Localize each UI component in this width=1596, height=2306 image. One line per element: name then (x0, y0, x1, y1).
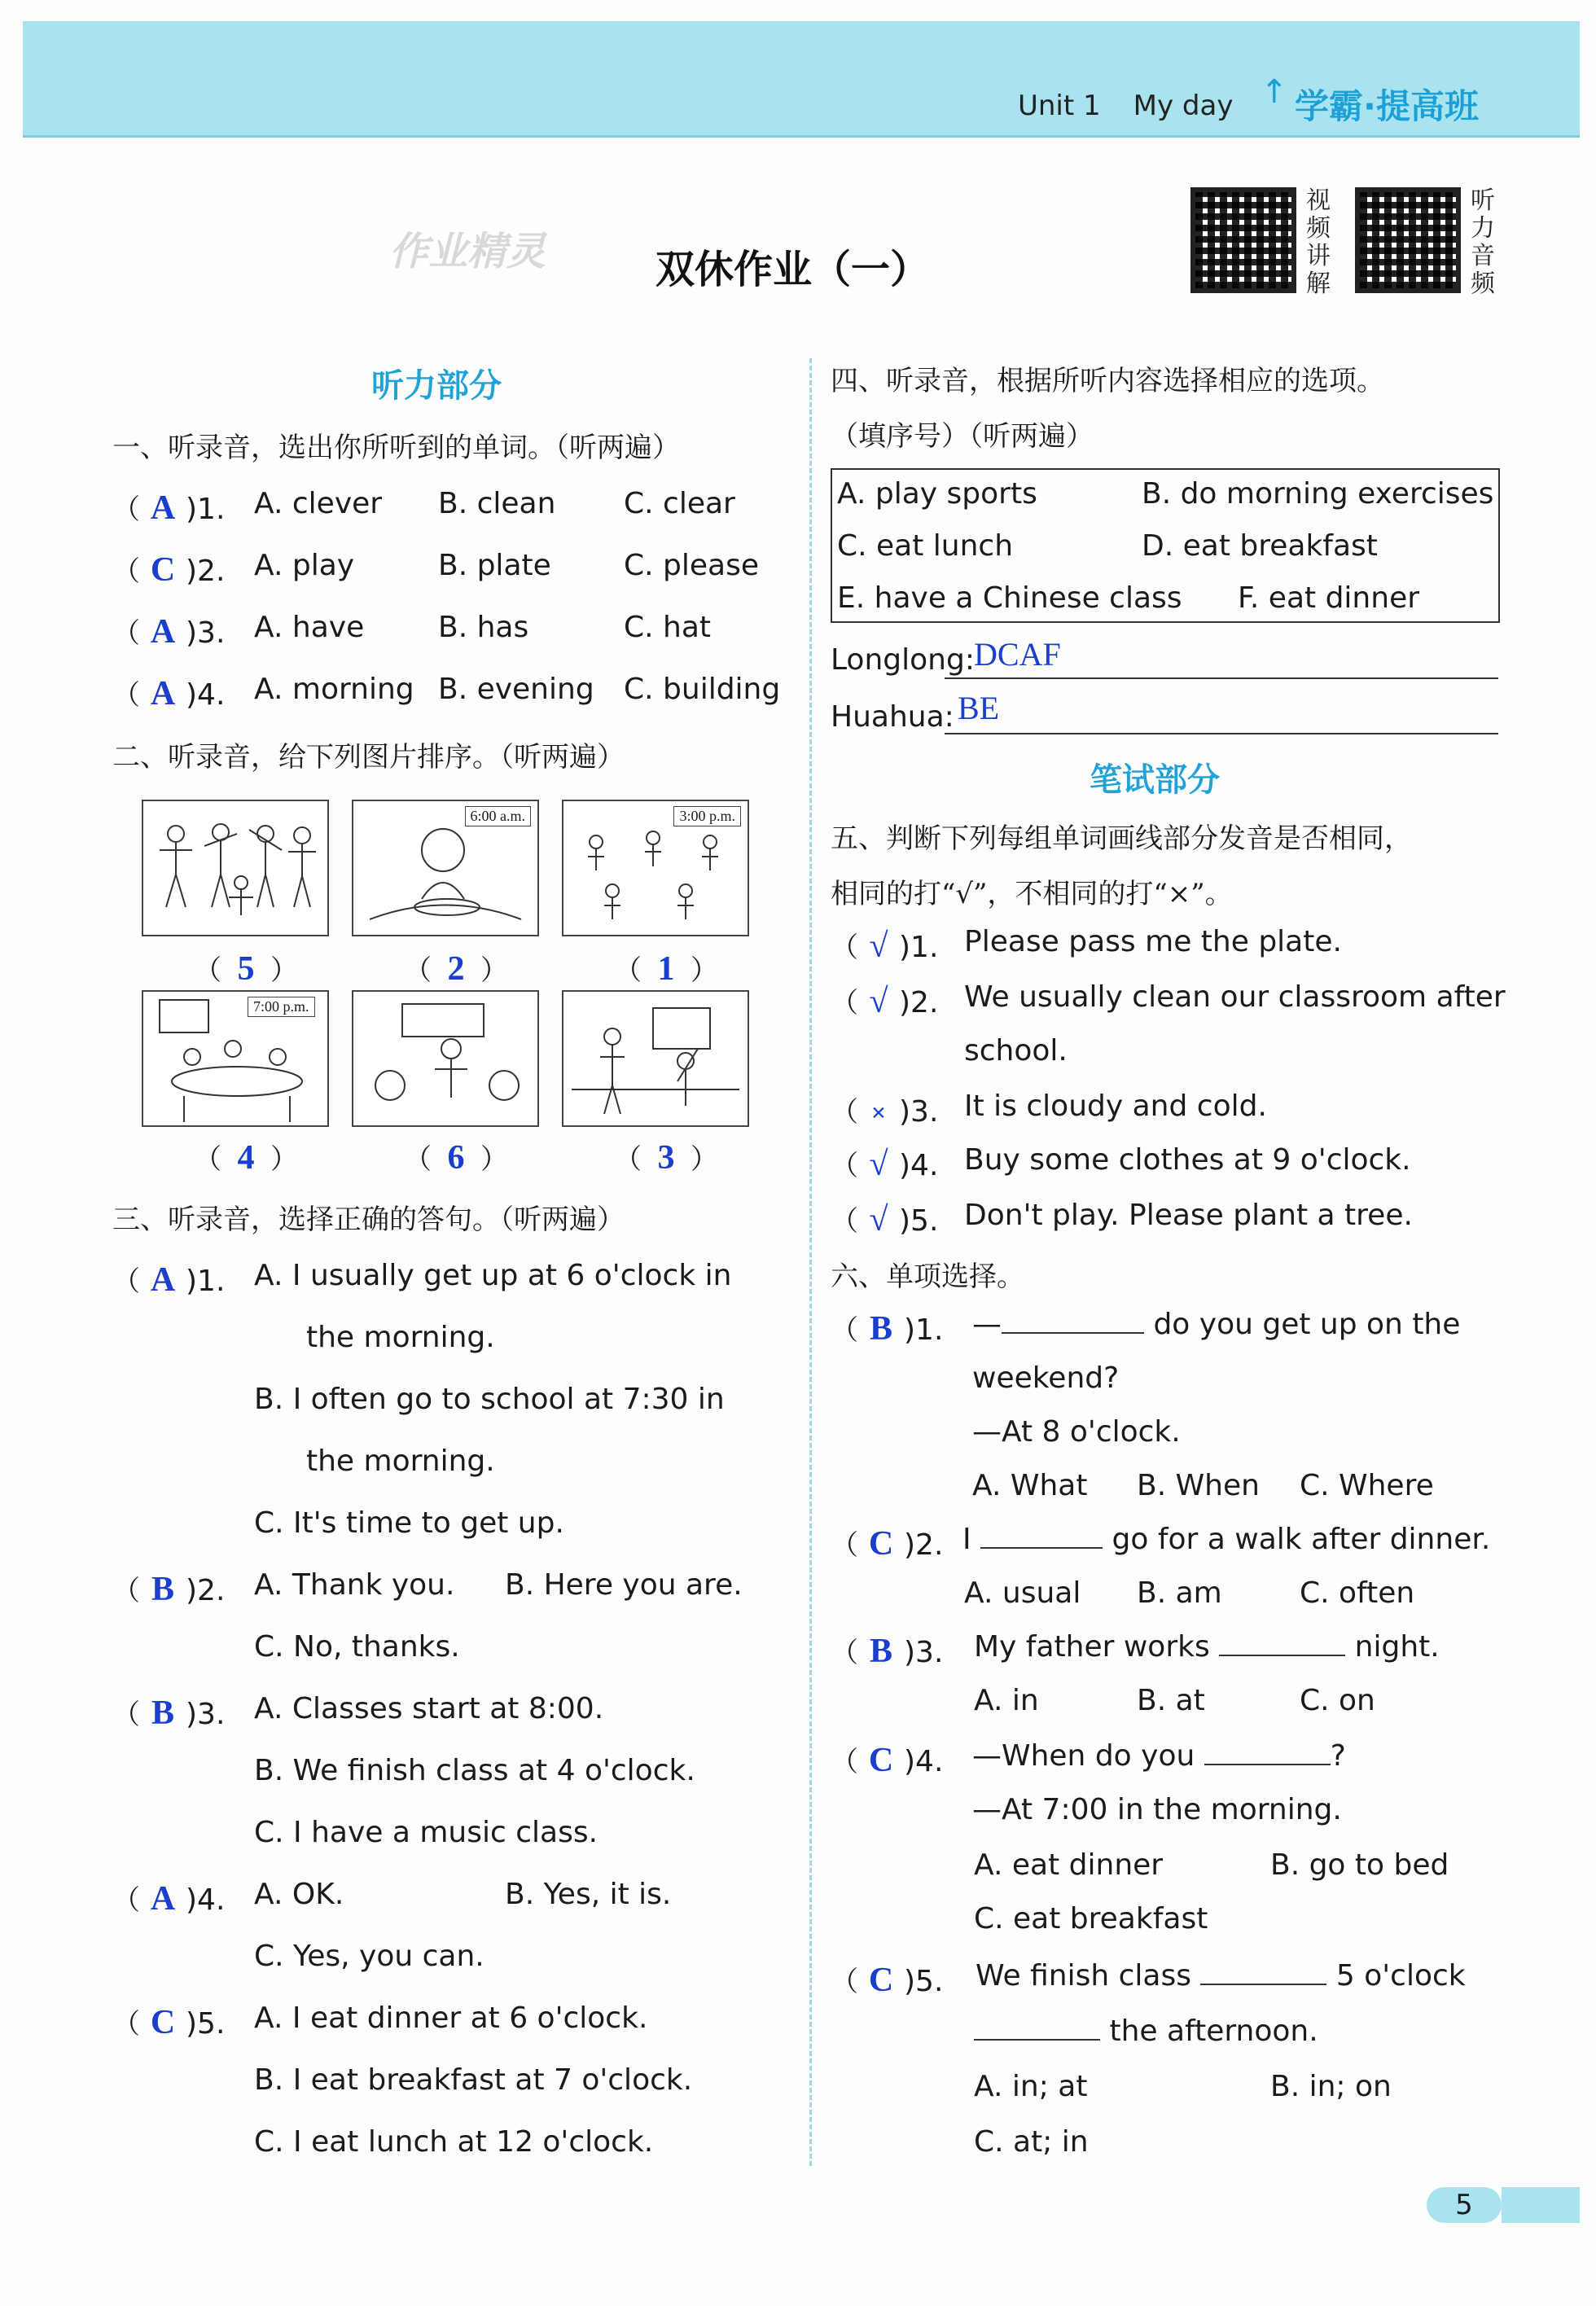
option-b: B. do morning exercises (1142, 477, 1494, 511)
item-text: We usually clean our classroom after (964, 980, 1506, 1014)
question: （ C )5. (112, 2004, 226, 2041)
huahua-answer-field[interactable]: BE (945, 689, 1498, 734)
picture-order: （ 4 ） (194, 1139, 298, 1177)
list-item: （ √ )2. (831, 983, 939, 1020)
option-c: C. Yes, you can. (254, 1940, 484, 1973)
option-b: B. go to bed (1270, 1848, 1449, 1882)
option-c: C. eat breakfast (974, 1902, 1208, 1936)
list-item: （ A )3. (112, 613, 226, 651)
option-a-cont: the morning. (306, 1321, 495, 1354)
picture-order: （ 3 ） (614, 1139, 718, 1177)
huahua-label: Huahua: (831, 700, 954, 734)
question: （ A )4. (112, 1880, 226, 1918)
option-c: C. eat lunch (837, 529, 1014, 563)
option-c: C. No, thanks. (254, 1630, 460, 1664)
header-divider (23, 135, 1580, 138)
sec1-title: 一、听录音，选出你所听到的单词。（听两遍） (112, 432, 680, 464)
option-a: A. have (254, 611, 365, 644)
sec4-subtitle: （填序号）（听两遍） (831, 420, 1094, 453)
option-a: A. play (254, 549, 355, 582)
sec3-title: 三、听录音，选择正确的答句。（听两遍） (112, 1203, 625, 1236)
picture-dinner: 7:00 p.m. (142, 990, 329, 1127)
item-text-cont: school. (964, 1034, 1068, 1068)
watermark: 作业精灵 (389, 229, 546, 274)
option-a: A. I eat dinner at 6 o'clock. (254, 2001, 648, 2035)
list-item: （ √ )4. (831, 1146, 939, 1183)
option-b-cont: the morning. (306, 1445, 495, 1478)
item-text: Please pass me the plate. (964, 925, 1342, 958)
option-b: B. Yes, it is. (505, 1878, 672, 1911)
question: （ B )3. (112, 1694, 226, 1732)
arrow-up-icon: ↑ (1261, 73, 1288, 111)
option-b: B. am (1137, 1576, 1222, 1610)
option-a: A. play sports (837, 477, 1037, 511)
list-item: （ A )4. (112, 675, 226, 712)
answer-text: —At 7:00 in the morning. (972, 1793, 1342, 1826)
option-a: A. clever (254, 487, 383, 520)
option-c: C. I eat lunch at 12 o'clock. (254, 2125, 654, 2159)
option-c: C. please (624, 549, 759, 582)
option-c: C. on (1300, 1684, 1375, 1717)
picture-order: （ 1 ） (614, 950, 718, 988)
option-c: C. It's time to get up. (254, 1506, 564, 1540)
sec5-title-cont: 相同的打“√”，不相同的打“×”。 (831, 878, 1233, 910)
option-c: C. Where (1300, 1469, 1434, 1502)
picture-school (562, 990, 749, 1127)
question: （ B )2. (112, 1571, 226, 1608)
option-a: A. I usually get up at 6 o'clock in (254, 1259, 732, 1292)
picture-order: （ 2 ） (404, 950, 508, 988)
option-a: A. OK. (254, 1878, 344, 1911)
picture-order: （ 6 ） (404, 1139, 508, 1177)
footer-band (1502, 2187, 1580, 2223)
option-a: A. usual (964, 1576, 1081, 1610)
writing-heading: 笔试部分 (1090, 761, 1220, 799)
list-item: （ √ )5. (831, 1201, 939, 1238)
question-text: We finish class 5 o'clock (976, 1959, 1466, 1993)
longlong-answer-field[interactable]: DCAF (945, 635, 1498, 679)
option-c: C. building (624, 673, 781, 706)
qr-code-audio-icon[interactable] (1355, 187, 1461, 293)
picture-playing: 3:00 p.m. (562, 800, 749, 936)
option-a: A. Classes start at 8:00. (254, 1692, 604, 1725)
option-f: F. eat dinner (1238, 581, 1420, 615)
option-c: C. at; in (974, 2125, 1089, 2159)
option-a: A. in (974, 1684, 1039, 1717)
question-text: — do you get up on the (972, 1308, 1461, 1341)
question-text: I go for a walk after dinner. (962, 1523, 1491, 1556)
brand-logo: 学霸·提高班 (1295, 86, 1479, 126)
option-c: C. I have a music class. (254, 1816, 598, 1849)
column-divider (809, 358, 812, 2166)
sec4-title: 四、听录音，根据所听内容选择相应的选项。 (831, 365, 1384, 397)
option-b: B. has (438, 611, 529, 644)
page-number: 5 (1427, 2187, 1502, 2223)
item-text: Buy some clothes at 9 o'clock. (964, 1143, 1411, 1177)
option-c: C. clear (624, 487, 735, 520)
option-b: B. When (1137, 1469, 1260, 1502)
option-b: B. I eat breakfast at 7 o'clock. (254, 2063, 693, 2097)
option-b: B. at (1137, 1684, 1205, 1717)
question: （ B )1. (831, 1310, 944, 1348)
item-text: It is cloudy and cold. (964, 1089, 1267, 1123)
option-a: A. eat dinner (974, 1848, 1164, 1882)
option-e: E. have a Chinese class (837, 581, 1182, 615)
option-b: B. in; on (1270, 2070, 1392, 2103)
option-d: D. eat breakfast (1142, 529, 1378, 563)
sec2-title: 二、听录音，给下列图片排序。（听两遍） (112, 741, 625, 774)
option-b: B. plate (438, 549, 551, 582)
option-c: C. often (1300, 1576, 1415, 1610)
list-item: （ × )3. (831, 1095, 939, 1129)
option-b: B. We finish class at 4 o'clock. (254, 1754, 695, 1787)
picture-class (352, 990, 539, 1127)
longlong-label: Longlong: (831, 643, 975, 677)
question-text: My father works night. (974, 1630, 1440, 1664)
qr-code-video-icon[interactable] (1190, 187, 1296, 293)
sec6-title: 六、单项选择。 (831, 1260, 1024, 1293)
page-title: 双休作业（一） (656, 247, 930, 292)
option-a: A. Thank you. (254, 1568, 455, 1602)
option-b: B. I often go to school at 7:30 in (254, 1383, 725, 1416)
option-a: A. What (972, 1469, 1088, 1502)
option-b: B. clean (438, 487, 556, 520)
item-text: Don't play. Please plant a tree. (964, 1199, 1413, 1232)
question: （ C )4. (831, 1742, 944, 1779)
option-c: C. hat (624, 611, 712, 644)
option-a: A. morning (254, 673, 414, 706)
question-text-cont: the afternoon. (974, 2014, 1318, 2048)
listening-heading: 听力部分 (371, 367, 502, 405)
option-a: A. in; at (974, 2070, 1088, 2103)
picture-breakfast: 6:00 a.m. (352, 800, 539, 936)
question: （ B )3. (831, 1633, 944, 1670)
option-b: B. evening (438, 673, 594, 706)
question-text-cont: weekend? (972, 1361, 1120, 1395)
question: （ C )5. (831, 1962, 944, 1999)
question: （ C )2. (831, 1525, 944, 1563)
picture-morning-exercise (142, 800, 329, 936)
list-item: （ √ )1. (831, 927, 939, 965)
list-item: （ C )2. (112, 551, 226, 589)
sec5-title: 五、判断下列每组单词画线部分发音是否相同， (831, 822, 1412, 855)
unit-label: Unit 1 My day (1018, 90, 1234, 122)
qr-audio-label: 听力音频 (1471, 186, 1495, 298)
question-text: —When do you ? (972, 1739, 1346, 1773)
list-item: （ A )1. (112, 489, 226, 527)
question: （ A )1. (112, 1261, 226, 1299)
answer-text: —At 8 o'clock. (972, 1415, 1181, 1449)
qr-video-label: 视频讲解 (1306, 186, 1331, 298)
option-b: B. Here you are. (505, 1568, 743, 1602)
picture-order: （ 5 ） (194, 950, 298, 988)
